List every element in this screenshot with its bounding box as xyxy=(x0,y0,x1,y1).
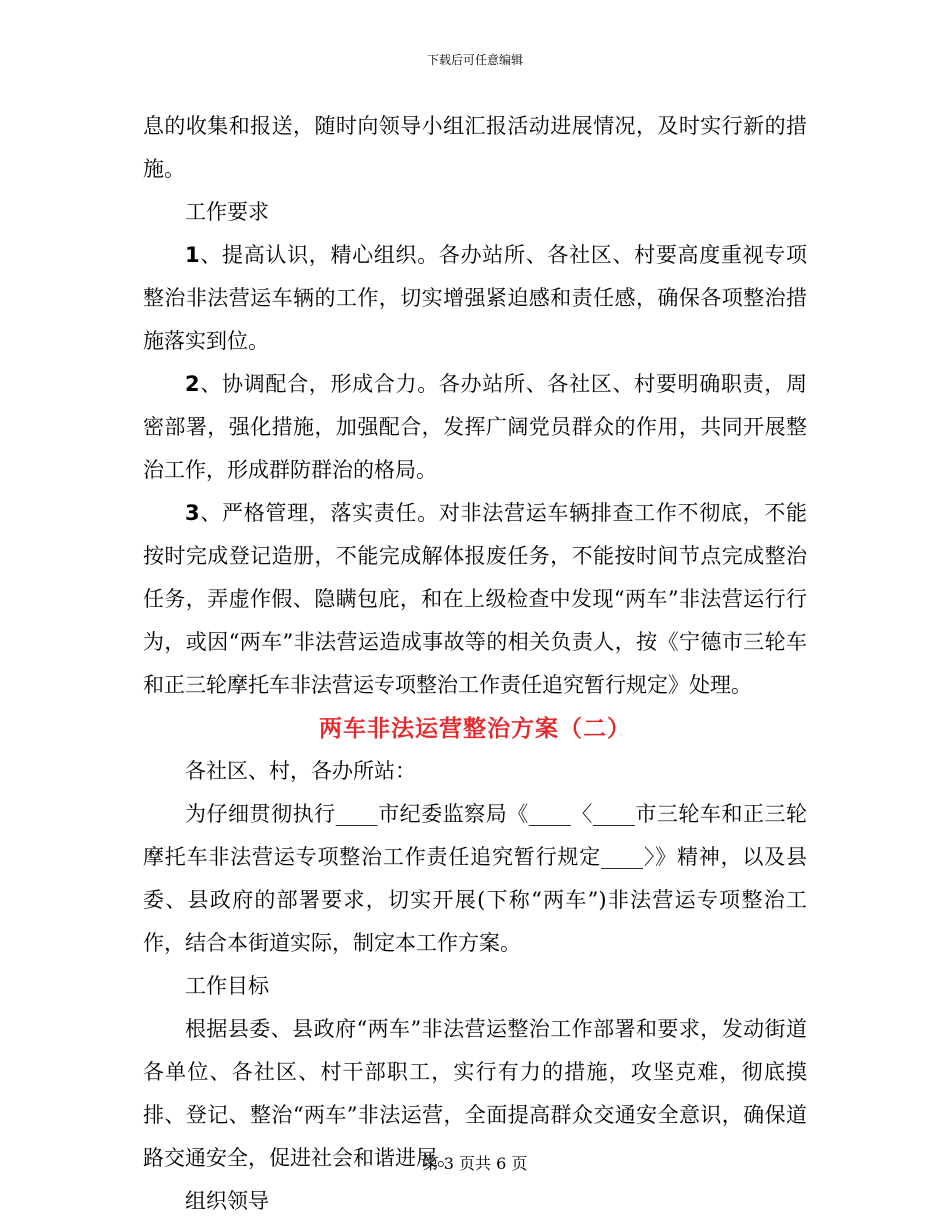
list-number: 1 xyxy=(185,243,200,267)
intro-paragraph: 为仔细贯彻执行____市纪委监察局《____〈____市三轮车和正三轮摩托车非法营运专项整治工作责任追究暂行规定____〉》精神，以及县委、县政府的部署要求，切实开展(下称“两车”)非法营运专项整治工作，结合本街道实际，制定本工作方案。 xyxy=(143,802,807,955)
paragraph-continuation: 息的收集和报送，随时向领导小组汇报活动进展情况，及时实行新的措施。 xyxy=(143,114,807,181)
list-text: 、严格管理，落实责任。对非法营运车辆排查工作不彻底，不能按时完成登记造册，不能完成解体报废任务，不能按时间节点完成整治任务，弄虚作假、隐瞒包庇，和在上级检查中发现“两车”非法营运行行为，或因“两车”非法营运造成事故等的相关负责人，按《宁德市三轮车和正三轮摩托车非法营运专项整治工作责任追究暂行规定》处理。 xyxy=(143,501,807,697)
section-heading-requirements: 工作要求 xyxy=(185,200,269,224)
page-header: 下载后可任意编辑 xyxy=(426,53,523,67)
list-text: 、提高认识，精心组织。各办站所、各社区、村要高度重视专项整治非法营运车辆的工作，切实增强紧迫感和责任感，确保各项整治措施落实到位。 xyxy=(143,243,807,353)
document-title: 两车非法运营整治方案（二） xyxy=(319,715,631,742)
list-item-1 xyxy=(143,234,807,363)
section-heading-leadership: 组织领导 xyxy=(185,1189,269,1213)
goals-paragraph: 根据县委、县政府“两车”非法营运整治工作部署和要求，发动街道各单位、各社区、村干部职工，实行有力的措施，攻坚克难，彻底摸排、登记、整治“两车”非法运营，全面提高群众交通安全意识，确保道路交通安全，促进社会和谐进展。 xyxy=(143,1017,807,1170)
salutation: 各社区、村，各办所站： xyxy=(185,759,416,783)
section-heading-goals: 工作目标 xyxy=(185,974,269,998)
page-footer: 第 3 页共 6 页 xyxy=(422,1154,528,1173)
list-text: 、协调配合，形成合力。各办站所、各社区、村要明确职责，周密部署，强化措施，加强配合，发挥广阔党员群众的作用，共同开展整治工作，形成群防群治的格局。 xyxy=(143,372,807,482)
list-number: 3 xyxy=(185,501,200,525)
list-item-3 xyxy=(143,492,807,707)
list-item-2 xyxy=(143,363,807,492)
document-body xyxy=(143,105,807,1223)
list-number: 2 xyxy=(185,372,200,396)
